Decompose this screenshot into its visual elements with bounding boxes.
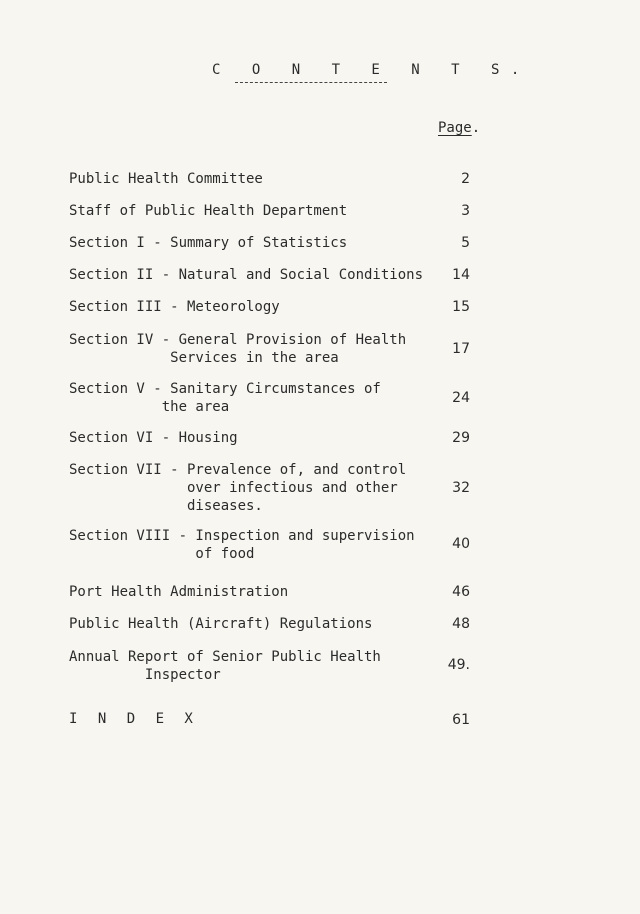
toc-entry-line: Services in the area xyxy=(69,350,339,366)
toc-entry-line: Inspector xyxy=(69,667,221,683)
toc-entry-line: Section IV - General Provision of Health xyxy=(69,332,407,348)
toc-entry-line: Section I - Summary of Statistics xyxy=(69,235,348,251)
toc-entry xyxy=(69,648,469,684)
toc-entry-line: Section VII - Prevalence of, and control xyxy=(69,462,407,478)
toc-page-number: 48 xyxy=(452,616,470,632)
toc-page-number: 5 xyxy=(461,235,470,251)
toc-entry xyxy=(69,380,469,416)
toc-page-number: 14 xyxy=(452,267,470,283)
page-column-heading-dot: . xyxy=(471,120,481,136)
toc-page-number: 49. xyxy=(447,657,470,673)
toc-entry-line: of food xyxy=(69,546,255,562)
toc-entry-line: Section VI - Housing xyxy=(69,430,238,446)
toc-entry-line: over infectious and other xyxy=(69,480,398,496)
index-label: I N D E X xyxy=(69,711,199,727)
toc-entry-line: Public Health (Aircraft) Regulations xyxy=(69,616,373,632)
toc-page-number: 2 xyxy=(461,171,470,187)
toc-entry xyxy=(69,429,469,447)
toc-entry xyxy=(69,583,469,601)
toc-page-number: 3 xyxy=(461,203,470,219)
toc-entry xyxy=(69,615,469,633)
toc-entry-line: Section V - Sanitary Circumstances of xyxy=(69,381,381,397)
toc-entry-line: the area xyxy=(69,399,230,415)
toc-entry xyxy=(69,266,469,284)
toc-entry xyxy=(69,527,469,563)
toc-entry xyxy=(69,170,469,188)
index-page-number: 61 xyxy=(452,712,470,728)
toc-entry-line: Section III - Meteorology xyxy=(69,299,280,315)
toc-entry xyxy=(69,298,469,316)
toc-entry xyxy=(69,234,469,252)
toc-entry-line: Staff of Public Health Department xyxy=(69,203,348,219)
toc-entry-line: Section VIII - Inspection and supervision xyxy=(69,528,415,544)
toc-entry-line: Annual Report of Senior Public Health xyxy=(69,649,381,665)
toc-page-number: 15 xyxy=(452,299,470,315)
toc-page-number: 17 xyxy=(452,341,470,357)
page-title: C O N T E N T S. xyxy=(212,62,531,78)
toc-entry xyxy=(69,331,469,367)
page-column-heading xyxy=(438,120,480,136)
toc-entry-line: Port Health Administration xyxy=(69,584,289,600)
toc-entry xyxy=(69,461,469,515)
toc-page-number: 46 xyxy=(452,584,470,600)
toc-page-number: 40 xyxy=(452,536,470,552)
toc-entry-line: Public Health Committee xyxy=(69,171,263,187)
title-underline xyxy=(235,82,387,83)
toc-page-number: 24 xyxy=(452,390,470,406)
toc-page-number: 29 xyxy=(452,430,470,446)
toc-page-number: 32 xyxy=(452,480,470,496)
toc-entry-line: Section II - Natural and Social Conditions xyxy=(69,267,424,283)
toc-entry xyxy=(69,202,469,220)
page-column-heading-text: Page xyxy=(438,120,472,136)
toc-entry-line: diseases. xyxy=(69,498,263,514)
